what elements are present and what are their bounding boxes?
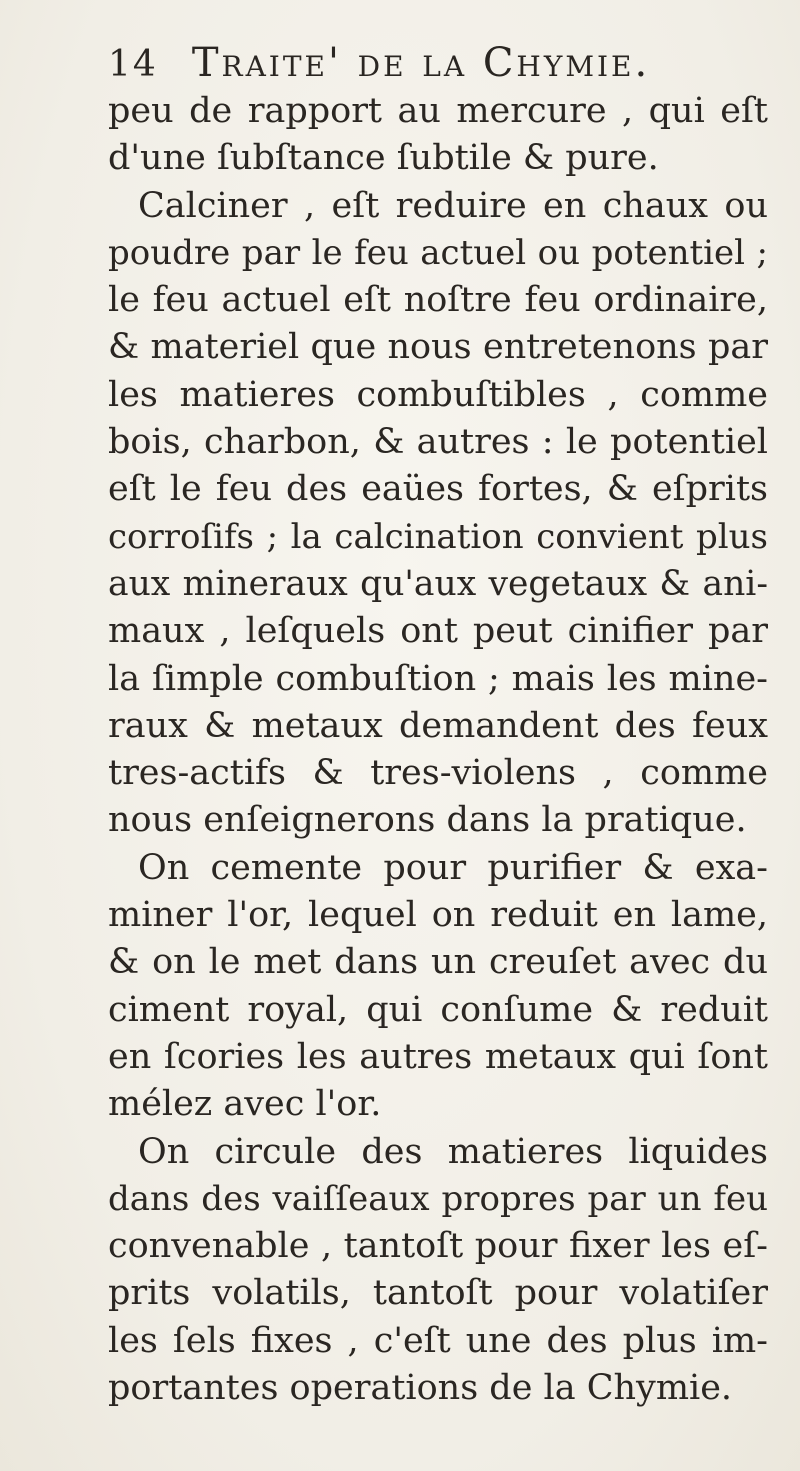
text-line: maux , leſquels ont peut cinifier par: [108, 611, 768, 652]
text-line: & on le met dans un creuſet avec du: [108, 942, 768, 983]
text-line: les matieres combuſtibles , comme: [108, 374, 768, 415]
body-text: [108, 88, 768, 1412]
text-line: On circule des matieres liquides: [138, 1131, 768, 1172]
text-line: nous enſeignerons dans la pratique.: [108, 800, 747, 841]
text-line: prits volatils, tantoſt pour volatiſer: [108, 1273, 768, 1314]
text-line: mélez avec l'or.: [108, 1084, 382, 1125]
text-line: tres-actifs & tres-violens , comme: [108, 753, 768, 794]
text-line: Calciner , eſt reduire en chaux ou: [138, 185, 768, 226]
text-line: peu de rapport au mercure , qui eſt: [108, 91, 768, 131]
text-line: en ſcories les autres metaux qui ſont: [108, 1036, 768, 1077]
text-line: dans des vaiſſeaux propres par un feu: [108, 1178, 768, 1219]
running-title: Traite' de la Chymie.: [191, 40, 651, 86]
text-line: convenable , tantoſt pour fixer les eſ-: [108, 1226, 768, 1267]
page-number: 14: [108, 44, 158, 85]
text-line: les ſels fixes , c'eſt une des plus im-: [108, 1320, 768, 1361]
text-line: poudre par le feu actuel ou potentiel ;: [108, 232, 768, 273]
text-line: ciment royal, qui conſume & reduit: [108, 989, 768, 1030]
running-head: [108, 40, 650, 90]
text-line: eſt le feu des eaües fortes, & eſprits: [108, 469, 768, 510]
text-line: raux & metaux demandent des feux: [108, 705, 768, 746]
text-line: le feu actuel eſt noſtre feu ordinaire,: [108, 280, 768, 321]
text-line: la ſimple combuſtion ; mais les mine-: [108, 658, 768, 699]
text-line: corroſifs ; la calcination convient plus: [108, 516, 768, 557]
text-line: portantes operations de la Chymie.: [108, 1368, 733, 1409]
text-line: miner l'or, lequel on reduit en lame,: [108, 895, 768, 936]
text-line: aux mineraux qu'aux vegetaux & ani-: [108, 563, 768, 604]
text-line: bois, charbon, & autres : le potentiel: [108, 422, 768, 463]
text-line: d'une ſubſtance ſubtile & pure.: [108, 138, 659, 179]
text-line: & materiel que nous entretenons par: [108, 327, 768, 368]
text-line: On cemente pour purifier & exa-: [138, 847, 768, 888]
